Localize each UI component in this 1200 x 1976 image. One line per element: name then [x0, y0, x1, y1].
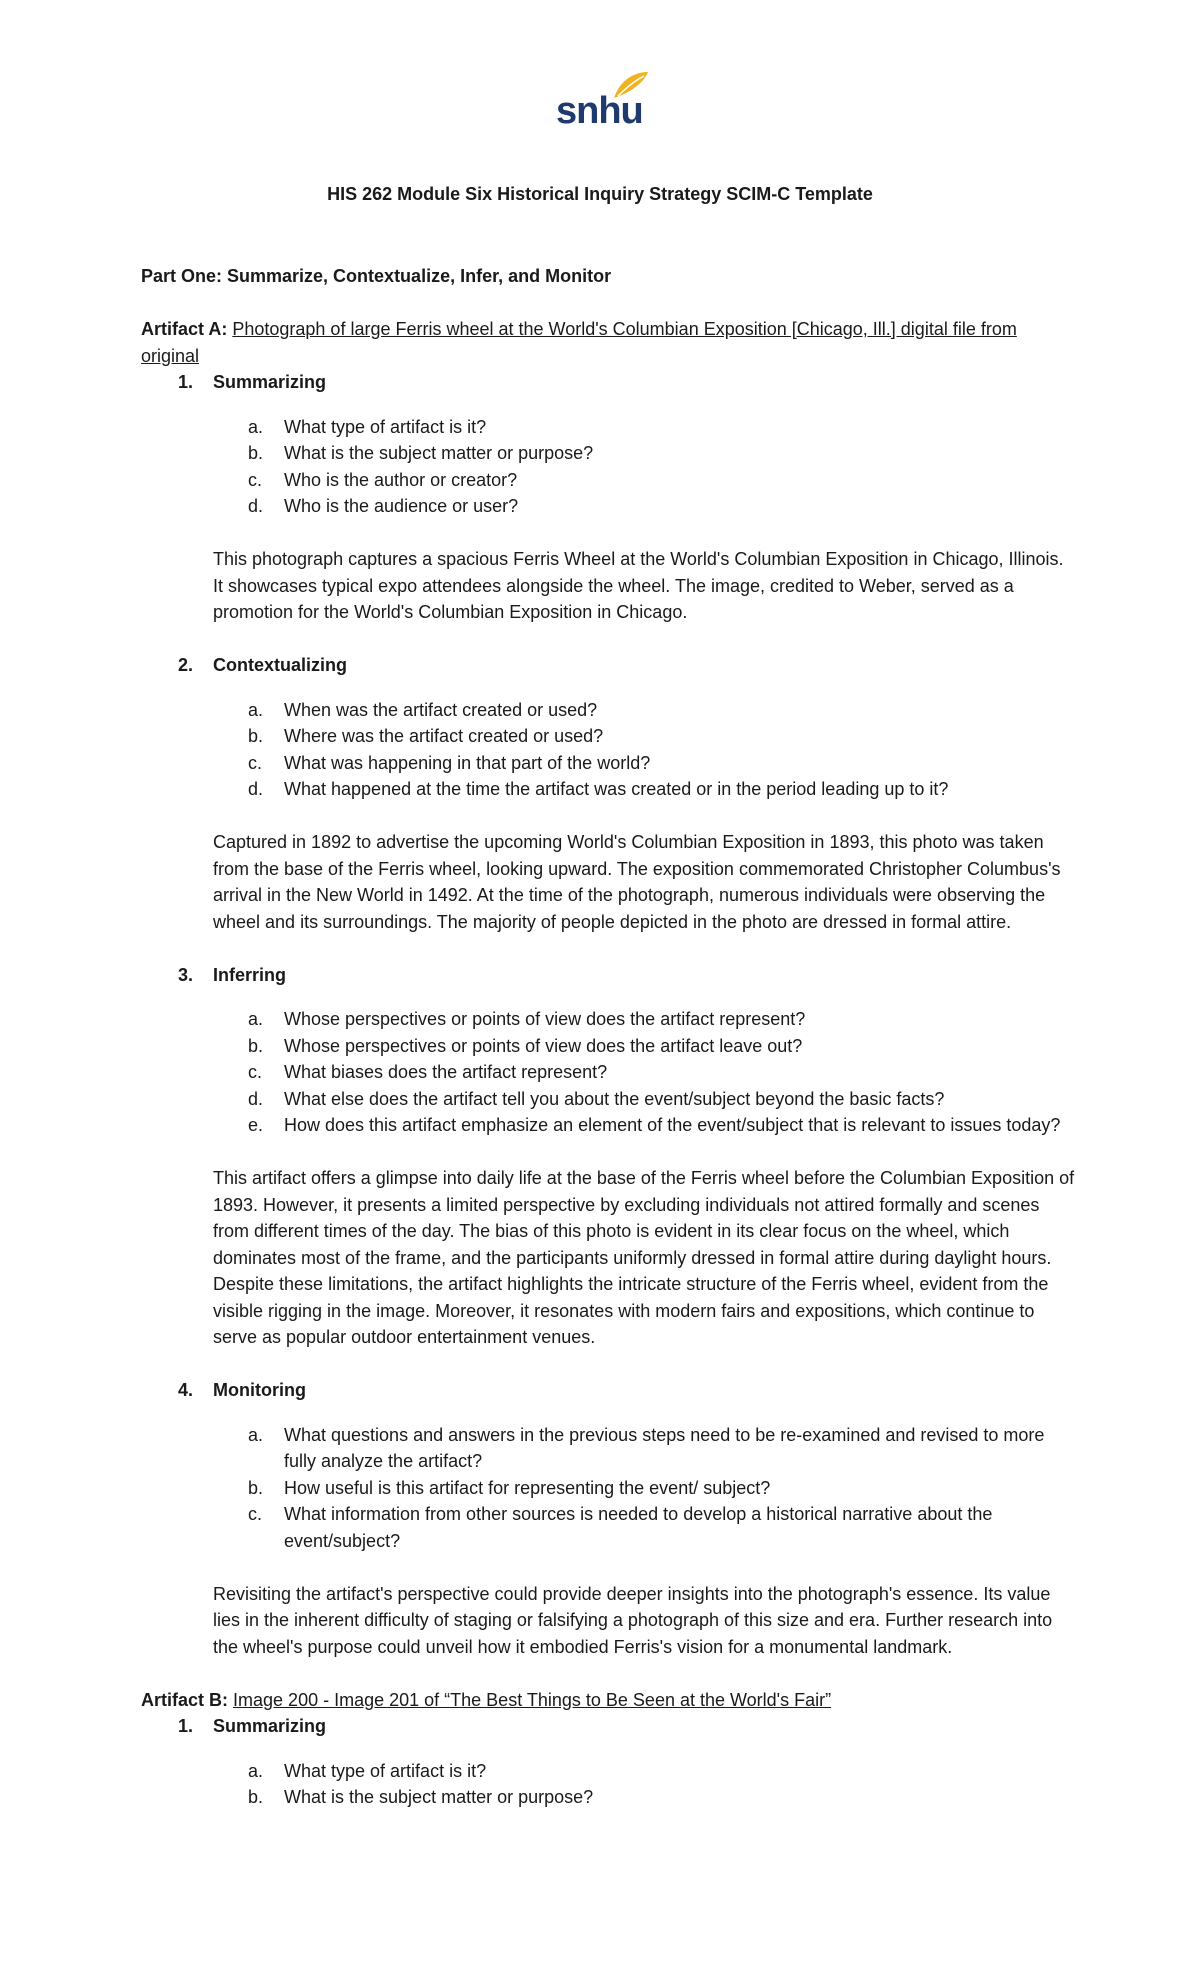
- question-text: What else does the artifact tell you about the event/subject beyond the basic facts?: [284, 1088, 945, 1109]
- question-list: [248, 1422, 1071, 1555]
- section-b-summarizing: [141, 1713, 1071, 1811]
- section-title: Monitoring: [213, 1380, 306, 1400]
- answer-paragraph: This artifact offers a glimpse into daily life at the base of the Ferris wheel before the Columbian Exposition of 1893. However, it presents a limited perspective by excluding individuals not attired formally and scenes from different times of the day. The bias of this photo is evident in its clear focus on the wheel, which dominates most of the frame, and the participants uniformly dressed in formal attire during daylight hours. Despite these limitations, the artifact highlights the intricate structure of the Ferris wheel, evident from the visible rigging in the image. Moreover, it resonates with modern fairs and expositions, which continue to serve as popular outdoor entertainment venues.: [213, 1168, 1075, 1347]
- question-letter: b.: [248, 1477, 264, 1498]
- question-text: When was the artifact created or used?: [284, 699, 598, 720]
- question-item: [248, 1784, 1071, 1811]
- question-item: [248, 414, 1071, 441]
- question-text: What happened at the time the artifact was created or in the period leading up to it?: [284, 779, 949, 799]
- artifact-a-title-link[interactable]: Photograph of large Ferris wheel at the World's Columbian Exposition [Chicago, Ill.] digital file from original: [141, 319, 1017, 366]
- section-summarizing: [141, 369, 1071, 626]
- question-letter: c.: [248, 1504, 263, 1524]
- question-item: [248, 1086, 1071, 1113]
- section-heading: [178, 1377, 1071, 1404]
- question-text: What type of artifact is it?: [284, 416, 487, 437]
- question-item: [248, 776, 1071, 803]
- question-item: [248, 440, 1071, 467]
- question-item: [248, 750, 1071, 777]
- question-item: [248, 1501, 1071, 1554]
- document-title: HIS 262 Module Six Historical Inquiry Strategy SCIM-C Template: [327, 184, 873, 204]
- question-list: [248, 1758, 1071, 1811]
- answer-paragraph: Captured in 1892 to advertise the upcoming World's Columbian Exposition in 1893, this photo was taken from the base of the Ferris wheel, looking upward. The exposition commemorated Christopher Columbus's arrival in the New World in 1492. At the time of the photograph, numerous individuals were observing the wheel and its surroundings. The majority of people depicted in the photo are dressed in formal attire.: [213, 832, 1061, 932]
- question-letter: d.: [248, 1088, 264, 1109]
- section-heading: [178, 369, 1071, 396]
- artifact-b-title-link[interactable]: Image 200 - Image 201 of “The Best Things to Be Seen at the World's Fair”: [233, 1689, 832, 1710]
- section-number: 1.: [178, 1716, 194, 1736]
- section-title: Summarizing: [213, 1716, 327, 1736]
- question-letter: a.: [248, 699, 264, 720]
- section-number: 1.: [178, 372, 194, 392]
- artifact-b-label: Artifact B:: [141, 1689, 229, 1710]
- question-letter: d.: [248, 496, 264, 516]
- question-letter: b.: [248, 443, 264, 463]
- question-item: [248, 467, 1071, 494]
- question-text: What is the subject matter or purpose?: [284, 443, 594, 463]
- question-text: Whose perspectives or points of view does the artifact leave out?: [284, 1035, 803, 1056]
- question-text: Who is the author or creator?: [284, 469, 518, 490]
- question-text: Where was the artifact created or used?: [284, 726, 604, 746]
- question-text: What questions and answers in the previous steps need to be re-examined and revised to more fully analyze the artifact?: [284, 1424, 1045, 1471]
- question-text: How does this artifact emphasize an element of the event/subject that is relevant to issues today?: [284, 1115, 1061, 1135]
- question-text: Whose perspectives or points of view does the artifact represent?: [284, 1009, 806, 1029]
- question-text: What biases does the artifact represent?: [284, 1062, 608, 1082]
- section-heading: [178, 1713, 1071, 1740]
- logo-wordmark: snhu: [556, 90, 643, 132]
- question-item: [248, 1112, 1071, 1139]
- question-item: [248, 1059, 1071, 1086]
- question-letter: a.: [248, 1760, 264, 1781]
- question-letter: b.: [248, 1787, 264, 1807]
- question-text: How useful is this artifact for representing the event/ subject?: [284, 1477, 771, 1498]
- question-item: [248, 493, 1071, 520]
- question-text: Who is the audience or user?: [284, 496, 519, 516]
- question-letter: d.: [248, 779, 264, 799]
- question-item: [248, 723, 1071, 750]
- document-body: [141, 263, 1075, 1829]
- question-letter: b.: [248, 726, 264, 746]
- question-item: [248, 1475, 1071, 1502]
- question-item: [248, 1758, 1071, 1785]
- question-list: [248, 414, 1071, 520]
- section-number: 4.: [178, 1380, 194, 1400]
- section-heading: [178, 962, 1071, 989]
- answer-paragraph: Revisiting the artifact's perspective could provide deeper insights into the photograph's essence. Its value lies in the inherent difficulty of staging or falsifying a photograph of this size and era. Further research into the wheel's purpose could unveil how it embodied Ferris's vision for a monumental landmark.: [213, 1583, 1053, 1657]
- question-letter: e.: [248, 1115, 264, 1135]
- question-list: [248, 697, 1071, 803]
- question-letter: c.: [248, 469, 263, 490]
- section-title: Contextualizing: [213, 655, 347, 675]
- section-number: 3.: [178, 964, 194, 985]
- section-number: 2.: [178, 655, 194, 675]
- question-text: What was happening in that part of the world?: [284, 752, 651, 773]
- question-letter: a.: [248, 416, 264, 437]
- question-letter: c.: [248, 752, 263, 773]
- artifact-a-header: [141, 316, 1071, 369]
- question-item: [248, 1422, 1071, 1475]
- section-monitoring: [141, 1377, 1071, 1660]
- answer-paragraph: This photograph captures a spacious Ferris Wheel at the World's Columbian Exposition in Chicago, Illinois. It showcases typical expo attendees alongside the wheel. The image, credited to Weber, served as a promotion for the World's Columbian Exposition in Chicago.: [213, 549, 1064, 622]
- artifact-a-label: Artifact A:: [141, 319, 228, 339]
- question-item: [248, 697, 1071, 724]
- section-inferring: [141, 962, 1075, 1351]
- question-text: What is the subject matter or purpose?: [284, 1787, 594, 1807]
- question-list: [248, 1006, 1071, 1139]
- part-one-heading: Part One: Summarize, Contextualize, Infer, and Monitor: [141, 266, 612, 286]
- question-letter: a.: [248, 1009, 264, 1029]
- snhu-logo: [556, 70, 648, 136]
- section-contextualizing: [141, 652, 1071, 935]
- section-heading: [178, 652, 1071, 679]
- question-text: What type of artifact is it?: [284, 1760, 487, 1781]
- question-item: [248, 1033, 1071, 1060]
- question-text: What information from other sources is needed to develop a historical narrative about the event/subject?: [284, 1504, 993, 1551]
- question-letter: a.: [248, 1424, 264, 1445]
- question-letter: c.: [248, 1062, 263, 1082]
- question-item: [248, 1006, 1071, 1033]
- artifact-b-header: [141, 1687, 1071, 1714]
- question-letter: b.: [248, 1035, 264, 1056]
- section-title: Inferring: [213, 964, 287, 985]
- section-title: Summarizing: [213, 372, 327, 392]
